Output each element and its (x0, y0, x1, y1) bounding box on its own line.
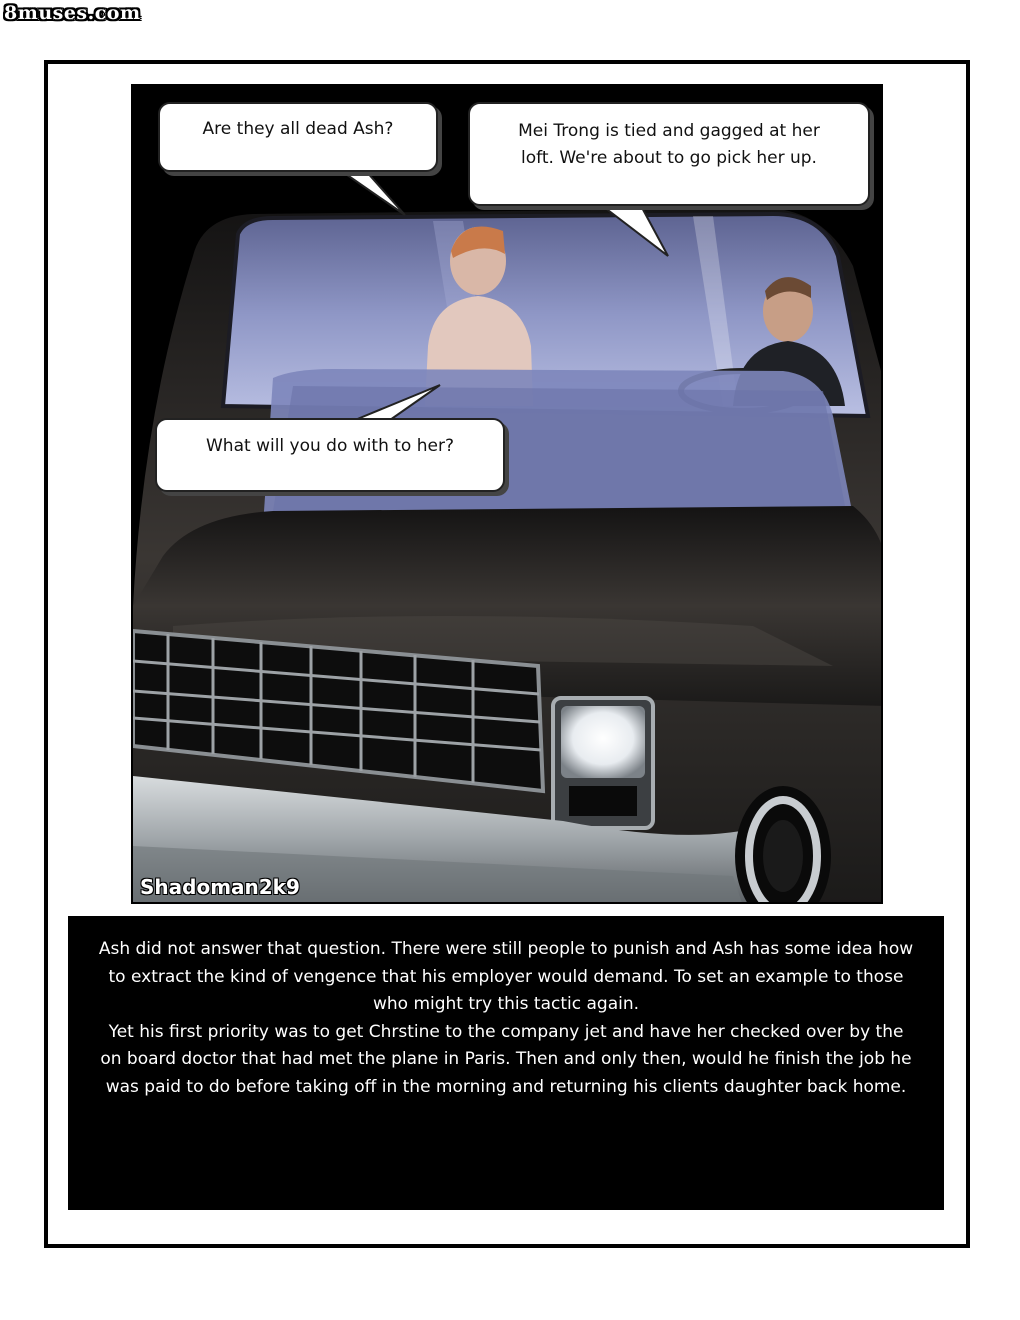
narration-paragraph: Yet his first priority was to get Chrstine to the company jet and have her checked over by the on board doctor that had met the plane in Paris. Then and only then, would he finish the job he was paid to do before taking off in the morning and returning his clients daughter back home. (100, 1021, 912, 1097)
speech-bubble-woman-followup (155, 418, 505, 492)
speech-text: What will you do with to her? (206, 436, 454, 456)
artist-signature: Shadoman2k9 (140, 875, 300, 899)
narration-paragraph: Ash did not answer that question. There were still people to punish and Ash has some idea how to extract the kind of vengence that his employer would demand. To set an example to those who might try this tactic again. (98, 939, 914, 1014)
site-watermark: 8muses.com (4, 2, 141, 24)
speech-bubble-ash-reply (468, 102, 870, 206)
speech-bubble-woman-question (158, 102, 438, 172)
speech-line: Mei Trong is tied and gagged at her (518, 121, 820, 141)
speech-text: Are they all dead Ash? (202, 119, 394, 139)
van-illustration (133, 86, 883, 904)
comic-panel-image (131, 84, 883, 904)
narration-box (68, 916, 944, 1210)
speech-line: loft. We're about to go pick her up. (521, 148, 817, 168)
